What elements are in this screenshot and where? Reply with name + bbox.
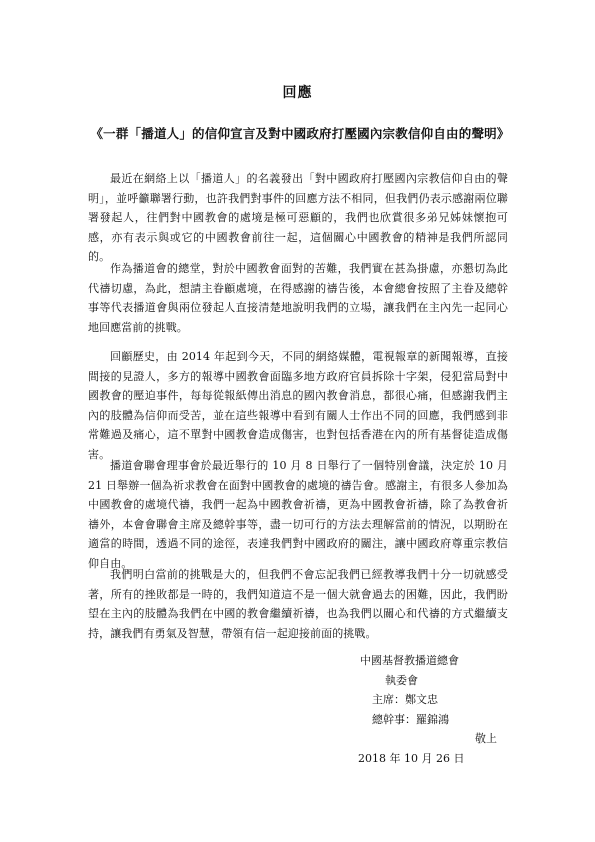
document-title: 回應 [282,85,313,101]
paragraph-1: 最近在網絡上以「播道人」的名義發出「對中國政府打壓國內宗教信仰自由的聲明」，並呼籲聯署行動，也許我們對事件的回應方法不相同，但我們仍表示感謝兩位聯署發起人，往們對中國教會的處境是極可惡顧的，我們也欣賞很多弟兄姊妹懷抱可感，亦有表示與或它的中國教會前往一起，這個關心中國教會的精神是我們所認同的。 [88,172,508,263]
paragraph-2: 作為播道會的總堂，對於中國教會面對的苦難，我們實在甚為掛慮，亦懇切為此代禱切慮，為此，想請主眷顧處境，在得感謝的禱告後，本會總會按照了主眷及總幹事等代表播道會與兩位發起人直接清楚地說明我們的立場，讓我們在主內先一起同心地回應當前的挑戰。 [88,262,508,334]
document-subtitle: 《一群「播道人」的信仰宣言及對中國政府打壓國內宗教信仰自由的聲明》 [90,126,510,141]
signature-date: 2018 年 10 月 26 日 [358,751,465,765]
paragraph-5: 我們明白當前的挑戰是大的，但我們不會忘記我們已經教導我們十分一切就感受著，所有的挫敗都是一時的，我們知道這不是一個大就會過去的困難，因此，我們盼望在主內的肢體為我們在中國的教會繼續祈禱，也為我們以關心和代禱的方式繼續支持，讓我們有勇氣及智慧，帶領有信一起迎接前面的挑戰。 [88,568,508,640]
paragraph-3: 回顧歷史，由 2014 年起到今天，不同的網絡媒體，電視報章的新聞報導，直接間接的見證人，多方的報導中國教會面臨多地方政府官員拆除十字架，侵犯當局對中國教會的壓迫事件，每每從報紙傳出消息的國內教會消息，都很心痛，但感謝我們主內的肢體為信仰而受苦，並在這些報導中看到有關人士作出不同的回應，我們感到非常難過及痛心，這不單對中國教會造成傷害，也對包括香港在內的所有基督徒造成傷害。 [88,350,508,461]
signature-organization: 中國基督教播道總會 [360,654,459,667]
signature-secretary: 總幹事：羅錦鴻 [372,712,449,726]
signature-block [300,651,520,768]
signature-respect: 敬上 [475,732,497,745]
signature-ministry: 執委會 [385,673,418,687]
paragraph-4: 播道會聯會理事會於最近舉行的 10 月 8 日舉行了一個特別會議，決定於 10 月 21 日舉辦一個為祈求教會在面對中國教會的處境的禱告會。感謝主，有很多人參加為中國教會的處境代禱，我們一起為中國教會祈禱，更為中國教會祈禱，除了為教會祈禱外，本會會聯會主席及總幹事等，盡一切可行的方法去理解當前的情況，以期盼在適當的時間，透過不同的途徑，表達我們對中國政府的關注，讓中國政府尊重宗教信仰自由。 [88,459,508,570]
signature-chair: 主席：鄭文忠 [372,693,438,706]
